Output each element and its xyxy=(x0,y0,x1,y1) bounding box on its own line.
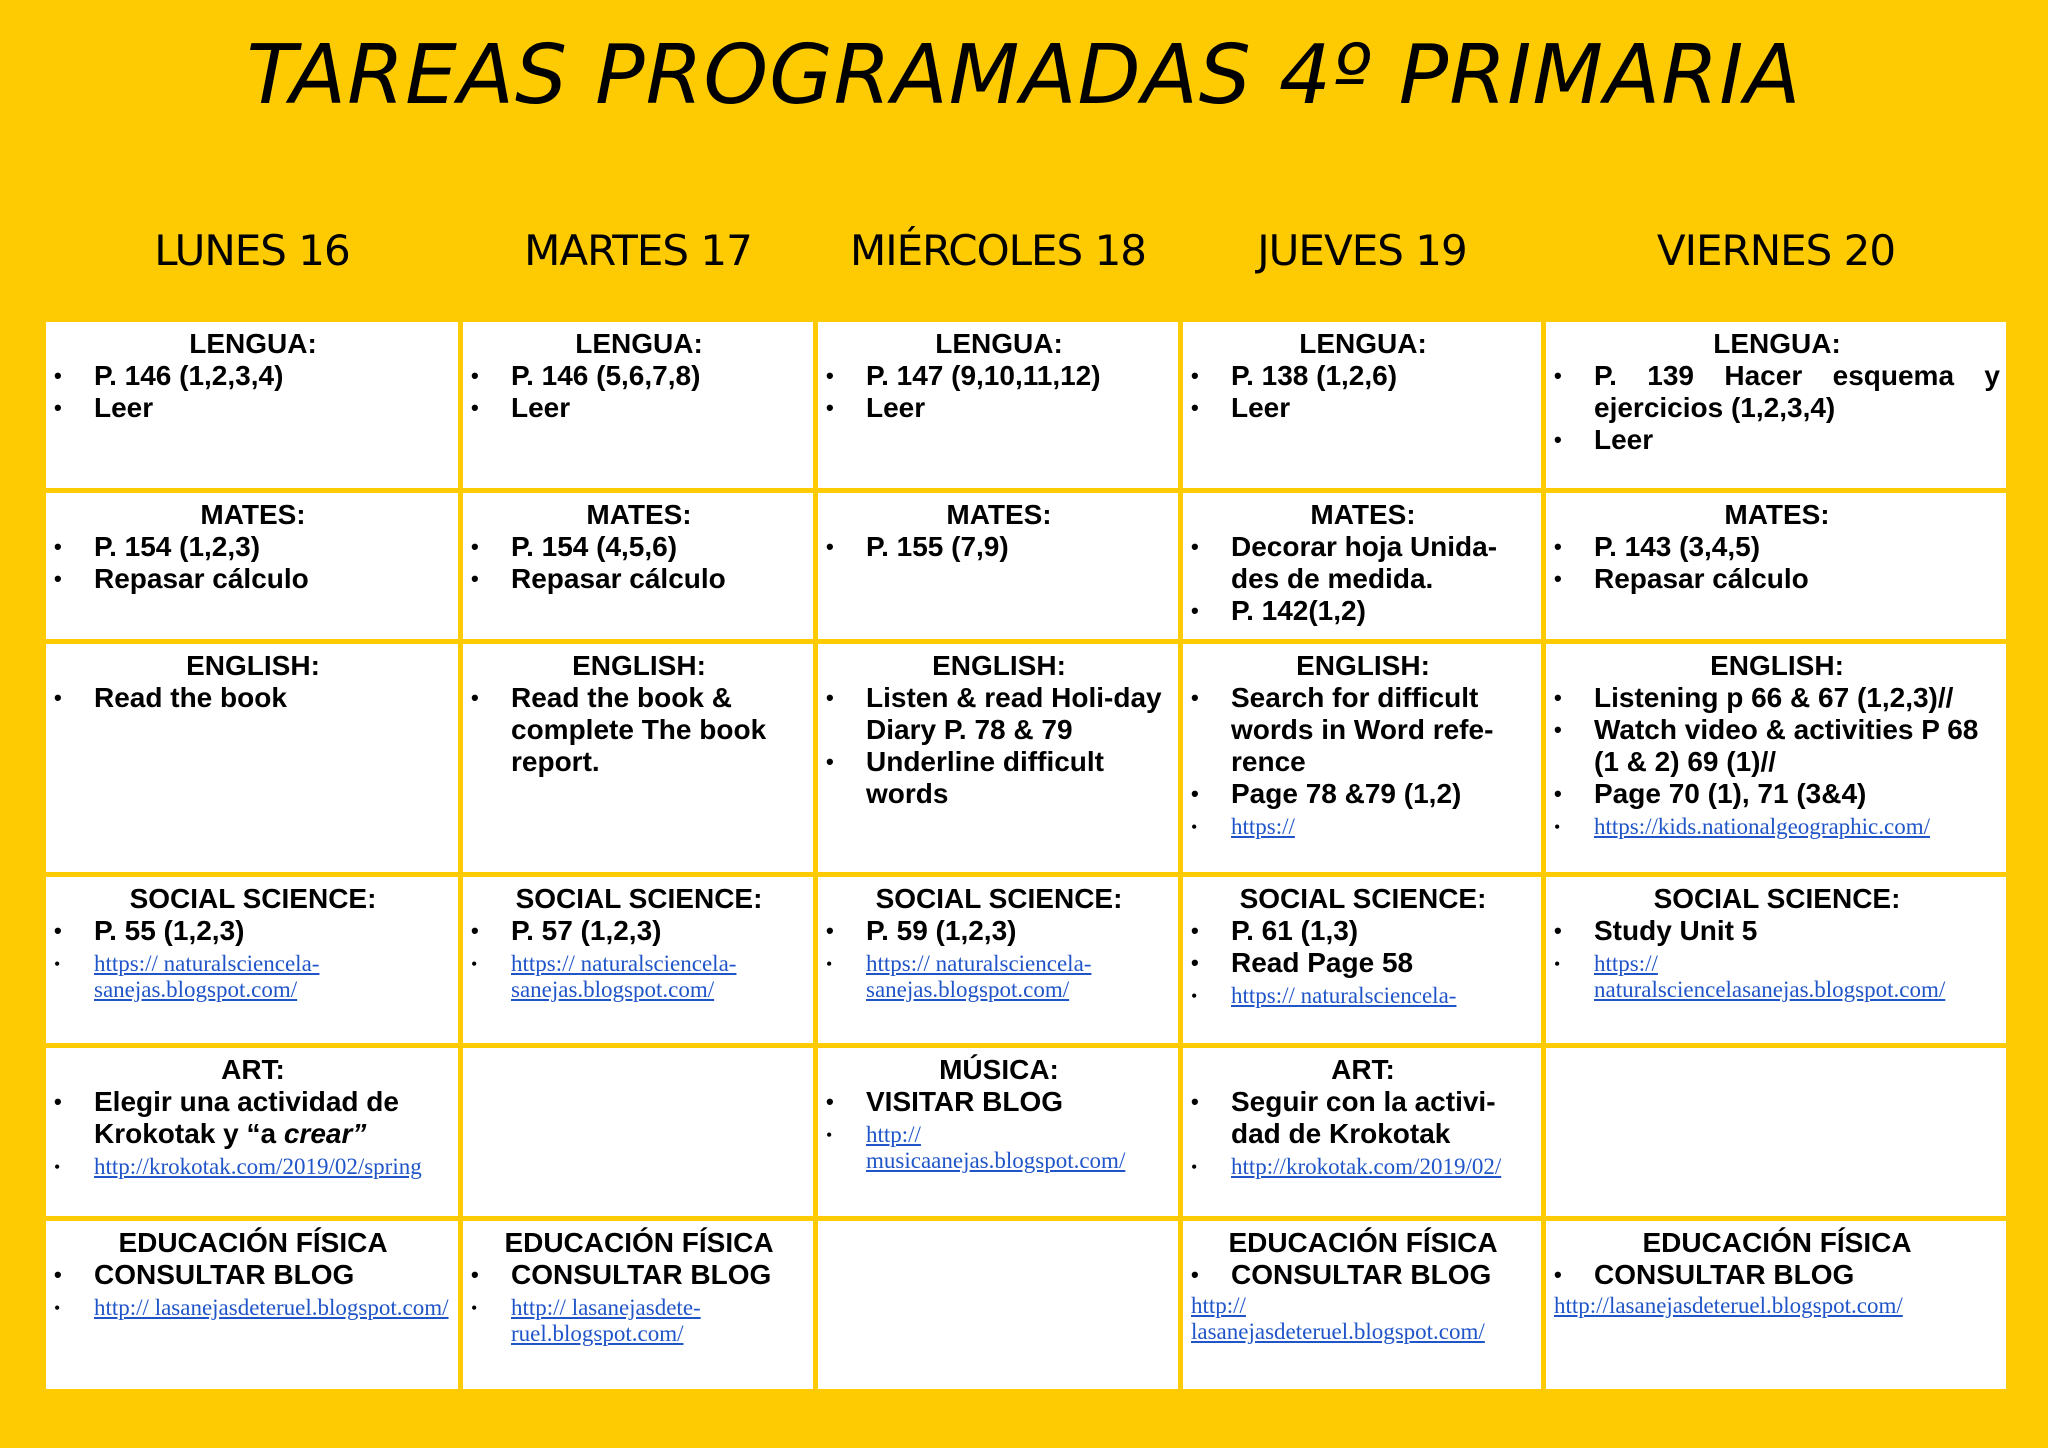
task-item: • P. 146 (1,2,3,4) xyxy=(94,360,452,392)
task-item: • Page 78 &79 (1,2) xyxy=(1231,778,1535,810)
link-item xyxy=(94,1295,452,1321)
link-item xyxy=(94,1154,452,1180)
subject-title: EDUCACIÓN FÍSICA xyxy=(1642,1227,1912,1258)
cell-social-friday xyxy=(1546,877,2006,1043)
subject-title: MÚSICA: xyxy=(939,1054,1059,1085)
resource-link[interactable]: http:// lasanejasdeteruel.blogspot.com/ xyxy=(94,1295,449,1320)
day-header-monday: LUNES 16 xyxy=(154,226,350,275)
day-header-thursday: JUEVES 19 xyxy=(1257,226,1467,275)
subject-title: ENGLISH: xyxy=(1710,650,1844,681)
cell-english-wednesday xyxy=(818,644,1178,872)
link-item xyxy=(1231,814,1535,840)
task-list xyxy=(826,682,1172,810)
task-item: • CONSULTAR BLOG xyxy=(94,1259,452,1291)
task-list xyxy=(54,1086,452,1180)
task-list xyxy=(826,915,1172,1003)
resource-link[interactable]: https:// naturalsciencela-sanejas.blogspot.com/ xyxy=(94,951,320,1002)
task-list xyxy=(1191,360,1535,424)
subject-title: MATES: xyxy=(200,499,306,530)
task-list xyxy=(1191,531,1535,627)
subject-title: MATES: xyxy=(1724,499,1830,530)
subject-title: ENGLISH: xyxy=(1296,650,1430,681)
task-item: • P. 139 Hacer esquema y ejercicios (1,2,3,4) xyxy=(1594,360,2000,424)
task-list xyxy=(1554,531,2000,595)
subject-title: LENGUA: xyxy=(1299,328,1427,359)
task-list xyxy=(471,915,807,1003)
subject-title: EDUCACIÓN FÍSICA xyxy=(504,1227,774,1258)
subject-title: SOCIAL SCIENCE: xyxy=(515,883,763,914)
task-item: • Decorar hoja Unida-des de medida. xyxy=(1231,531,1535,595)
task-item: • Repasar cálculo xyxy=(511,563,807,595)
schedule-grid xyxy=(46,322,2004,1386)
cell-lengua-thursday xyxy=(1183,322,1541,488)
subject-title: EDUCACIÓN FÍSICA xyxy=(1228,1227,1498,1258)
task-list xyxy=(1554,1259,2000,1291)
task-item: • Read Page 58 xyxy=(1231,947,1535,979)
day-header-wednesday: MIÉRCOLES 18 xyxy=(849,226,1147,275)
task-item xyxy=(94,1086,452,1150)
resource-link[interactable]: http://krokotak.com/2019/02/ xyxy=(1231,1154,1502,1179)
cell-mates-thursday xyxy=(1183,493,1541,639)
cell-english-friday xyxy=(1546,644,2006,872)
task-item: • P. 154 (1,2,3) xyxy=(94,531,452,563)
cell-ef-tuesday xyxy=(463,1221,813,1389)
task-item: • Listen & read Holi-day Diary P. 78 & 79 xyxy=(866,682,1172,746)
resource-link[interactable]: https://kids.nationalgeographic.com/ xyxy=(1594,814,1930,839)
task-list xyxy=(826,531,1172,563)
cell-mates-tuesday xyxy=(463,493,813,639)
subject-title: LENGUA: xyxy=(189,328,317,359)
task-item: • Read the book & complete The book report. xyxy=(511,682,807,778)
task-item: • P. 142(1,2) xyxy=(1231,595,1535,627)
resource-link[interactable]: http:// lasanejasdeteruel.blogspot.com/ xyxy=(1191,1293,1485,1344)
subject-title: EDUCACIÓN FÍSICA xyxy=(118,1227,388,1258)
subject-title: SOCIAL SCIENCE: xyxy=(129,883,377,914)
subject-title: MATES: xyxy=(586,499,692,530)
task-item: • CONSULTAR BLOG xyxy=(511,1259,807,1291)
subject-title: LENGUA: xyxy=(575,328,703,359)
task-item: • Listening p 66 & 67 (1,2,3)// xyxy=(1594,682,2000,714)
resource-link[interactable]: https:// naturalsciencelasanejas.blogspot.com/ xyxy=(1594,951,1946,1002)
task-item: • VISITAR BLOG xyxy=(866,1086,1172,1118)
task-item: • P. 147 (9,10,11,12) xyxy=(866,360,1172,392)
task-list xyxy=(1191,1086,1535,1180)
task-item: • P. 155 (7,9) xyxy=(866,531,1172,563)
subject-title: LENGUA: xyxy=(935,328,1063,359)
cell-empty-tuesday xyxy=(463,1048,813,1216)
cell-empty-friday xyxy=(1546,1048,2006,1216)
subject-title: SOCIAL SCIENCE: xyxy=(875,883,1123,914)
cell-art-thursday xyxy=(1183,1048,1541,1216)
link-item xyxy=(866,951,1172,1003)
cell-musica-wednesday xyxy=(818,1048,1178,1216)
task-item: • Seguir con la activi-dad de Krokotak xyxy=(1231,1086,1535,1150)
day-header-friday: VIERNES 20 xyxy=(1656,226,1896,275)
task-list xyxy=(1191,1259,1535,1291)
task-item: • Page 70 (1), 71 (3&4) xyxy=(1594,778,2000,810)
link-item xyxy=(511,951,807,1003)
task-item: • P. 55 (1,2,3) xyxy=(94,915,452,947)
day-header-tuesday: MARTES 17 xyxy=(524,226,752,275)
task-item: • Leer xyxy=(1594,424,2000,456)
cell-english-thursday xyxy=(1183,644,1541,872)
subject-title: SOCIAL SCIENCE: xyxy=(1239,883,1487,914)
task-list xyxy=(471,531,807,595)
resource-link[interactable]: http://krokotak.com/2019/02/spring xyxy=(94,1154,422,1179)
task-list xyxy=(471,682,807,778)
cell-social-thursday xyxy=(1183,877,1541,1043)
task-list xyxy=(826,1086,1172,1174)
cell-ef-friday xyxy=(1546,1221,2006,1389)
subject-title: ART: xyxy=(1331,1054,1395,1085)
task-text: Elegir una actividad de Krokotak y “a xyxy=(94,1086,399,1149)
resource-link[interactable]: https:// xyxy=(1231,814,1295,839)
cell-mates-friday xyxy=(1546,493,2006,639)
cell-english-tuesday xyxy=(463,644,813,872)
task-item: • P. 154 (4,5,6) xyxy=(511,531,807,563)
task-item: • CONSULTAR BLOG xyxy=(1594,1259,2000,1291)
task-list xyxy=(1554,682,2000,840)
task-list xyxy=(54,682,452,714)
cell-social-monday xyxy=(46,877,458,1043)
task-item: • Study Unit 5 xyxy=(1594,915,2000,947)
cell-ef-monday xyxy=(46,1221,458,1389)
task-list xyxy=(1191,682,1535,840)
task-list xyxy=(826,360,1172,424)
link-item xyxy=(1231,983,1535,1009)
task-item: • P. 61 (1,3) xyxy=(1231,915,1535,947)
task-item: • Underline difficult words xyxy=(866,746,1172,810)
task-item: • P. 138 (1,2,6) xyxy=(1231,360,1535,392)
task-item: • Read the book xyxy=(94,682,452,714)
task-item: • Leer xyxy=(511,392,807,424)
cell-lengua-monday xyxy=(46,322,458,488)
task-item: • Repasar cálculo xyxy=(1594,563,2000,595)
subject-title: ENGLISH: xyxy=(186,650,320,681)
resource-link[interactable]: https:// naturalsciencela-sanejas.blogspot.com/ xyxy=(511,951,737,1002)
link-item xyxy=(1594,951,2000,1003)
link-item xyxy=(1231,1154,1535,1180)
cell-lengua-friday xyxy=(1546,322,2006,488)
cell-ef-thursday xyxy=(1183,1221,1541,1389)
resource-link[interactable]: https:// naturalsciencela-sanejas.blogspot.com/ xyxy=(866,951,1092,1002)
task-item: • Leer xyxy=(1231,392,1535,424)
cell-english-monday xyxy=(46,644,458,872)
cell-mates-wednesday xyxy=(818,493,1178,639)
task-list xyxy=(1191,915,1535,1009)
link-item xyxy=(866,1122,1172,1174)
cell-mates-monday xyxy=(46,493,458,639)
subject-title: SOCIAL SCIENCE: xyxy=(1653,883,1901,914)
link-item xyxy=(1594,814,2000,840)
task-list xyxy=(54,360,452,424)
subject-title: ART: xyxy=(221,1054,285,1085)
cell-empty-wednesday xyxy=(818,1221,1178,1389)
task-item: • Search for difficult words in Word refe-rence xyxy=(1231,682,1535,778)
task-item: • P. 57 (1,2,3) xyxy=(511,915,807,947)
task-list xyxy=(54,1259,452,1321)
resource-link[interactable]: http://lasanejasdeteruel.blogspot.com/ xyxy=(1554,1293,1903,1318)
subject-title: MATES: xyxy=(1310,499,1416,530)
link-item xyxy=(511,1295,807,1347)
task-list xyxy=(471,360,807,424)
task-list xyxy=(471,1259,807,1347)
cell-lengua-tuesday xyxy=(463,322,813,488)
subject-title: MATES: xyxy=(946,499,1052,530)
page-title: TAREAS PROGRAMADAS 4º PRIMARIA xyxy=(246,28,1802,123)
subject-title: ENGLISH: xyxy=(932,650,1066,681)
resource-link[interactable]: http:// lasanejasdete-ruel.blogspot.com/ xyxy=(511,1295,701,1346)
cell-lengua-wednesday xyxy=(818,322,1178,488)
subject-title: ENGLISH: xyxy=(572,650,706,681)
task-list xyxy=(54,915,452,1003)
cell-social-tuesday xyxy=(463,877,813,1043)
task-text-italic: crear” xyxy=(283,1118,367,1149)
task-item: • Leer xyxy=(866,392,1172,424)
task-item: • P. 59 (1,2,3) xyxy=(866,915,1172,947)
task-item: • P. 143 (3,4,5) xyxy=(1594,531,2000,563)
task-item: • P. 146 (5,6,7,8) xyxy=(511,360,807,392)
resource-link[interactable]: https:// naturalsciencela- xyxy=(1231,983,1457,1008)
task-item: • CONSULTAR BLOG xyxy=(1231,1259,1535,1291)
resource-link[interactable]: http:// musicaanejas.blogspot.com/ xyxy=(866,1122,1126,1173)
task-list xyxy=(1554,915,2000,1003)
cell-art-monday xyxy=(46,1048,458,1216)
task-item: • Watch video & activities P 68 (1 & 2) 69 (1)// xyxy=(1594,714,2000,778)
subject-title: LENGUA: xyxy=(1713,328,1841,359)
task-item: • Repasar cálculo xyxy=(94,563,452,595)
task-item: • Leer xyxy=(94,392,452,424)
link-item xyxy=(94,951,452,1003)
task-list xyxy=(54,531,452,595)
task-list xyxy=(1554,360,2000,456)
cell-social-wednesday xyxy=(818,877,1178,1043)
